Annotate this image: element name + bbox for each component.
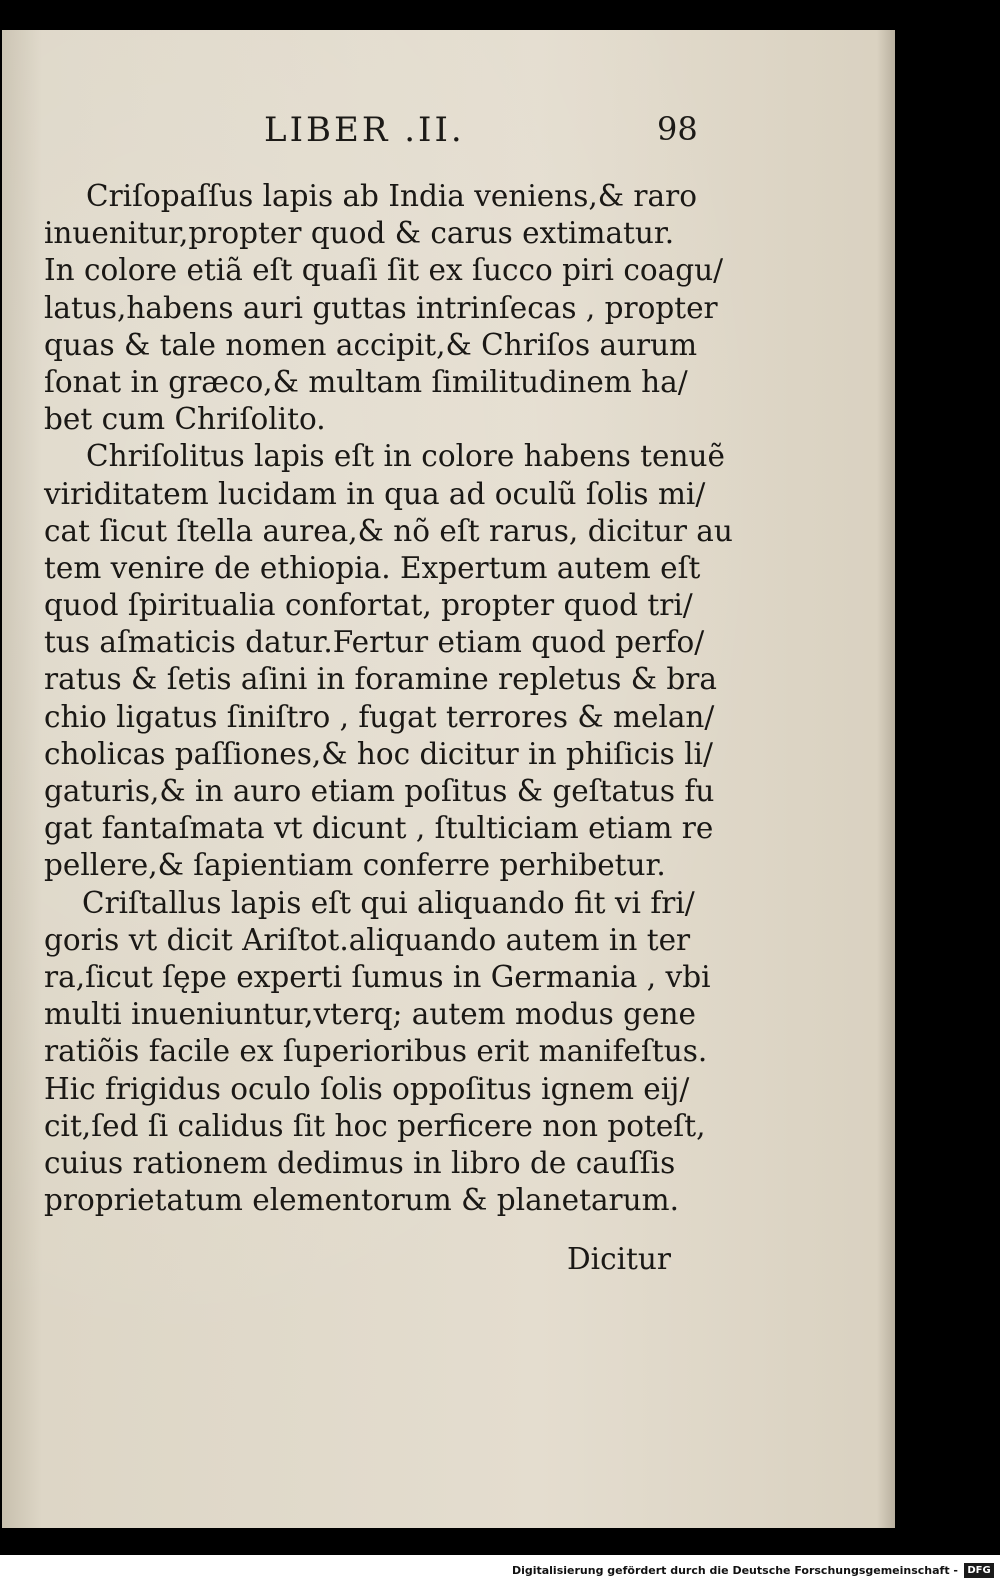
text-line: viriditatem lucidam in qua ad oculũ ſolis mi/ [44,476,706,511]
text-line: proprietatum elementorum & planetarum. [44,1183,680,1218]
text-line: ra,ſicut ſępe experti ſumus in Germania , vbi [44,959,711,994]
text-line: cit,ſed ſi calidus ſit hoc perficere non poteſt, [44,1108,706,1143]
digitization-footer [0,1555,1000,1583]
text-line: chio ligatus ſiniſtro , fugat terrores & melan/ [44,699,715,734]
page-number: 98 [657,110,698,148]
text-line: latus,habens auri guttas intrinſecas , propter [44,290,718,325]
text-line: ratiõis facile ex ſuperioribus erit manifeſtus. [44,1034,708,1069]
text-line: cuius rationem dedimus in libro de cauſſis [44,1145,676,1180]
running-title: LIBER .II. [264,110,465,150]
text-line: gat fantaſmata vt dicunt , ſtulticiam etiam re [44,811,714,846]
text-line: cholicas paſſiones,& hoc dicitur in phiſicis li/ [44,736,713,771]
text-line: tus aſmaticis datur.Fertur etiam quod perfo/ [44,625,705,660]
text-line: ſonat in græco,& multam ſimilitudinem ha/ [44,364,688,399]
text-line: cat ſicut ſtella aurea,& nõ eſt rarus, dicitur au [44,513,733,548]
page-edge-shadow [877,30,895,1528]
text-line: Criſtallus lapis eſt qui aliquando fit vi fri/ [82,885,695,920]
catchword: Dicitur [567,1242,671,1276]
text-line: quas & tale nomen accipit,& Chriſos aurum [44,327,698,362]
text-line: goris vt dicit Ariſtot.aliquando autem in ter [44,922,691,957]
text-line: Criſopaſſus lapis ab India veniens,& raro [86,179,697,213]
text-line: Chriſolitus lapis eſt in colore habens tenuẽ [86,439,725,474]
funding-credit: Digitalisierung gefördert durch die Deutsche Forschungsgemeinschaft - [511,1564,958,1577]
text-line: ratus & ſetis aſini in foramine repletus & bra [44,662,717,697]
text-line: bet cum Chriſolito. [44,402,326,437]
text-line: gaturis,& in auro etiam poſitus & geſtatus fu [44,774,715,808]
text-line: Hic frigidus oculo ſolis oppoſitus ignem eij/ [44,1071,690,1106]
text-line: tem venire de ethiopia. Expertum autem eſt [44,550,701,585]
text-line: In colore etiã eſt quaſi ſit ex ſucco piri coagu/ [44,253,724,288]
book-page [2,30,895,1528]
page-header [2,110,895,160]
text-line: multi inueniuntur,vterq; autem modus gene [44,997,696,1032]
text-line: pellere,& ſapientiam conferre perhibetur. [44,848,666,883]
text-line: inuenitur,propter quod & carus extimatur. [44,216,675,251]
text-line: quod ſpiritualia confortat, propter quod tri/ [44,588,693,623]
dfg-logo-icon: DFG [964,1563,994,1578]
main-text [44,178,733,1219]
